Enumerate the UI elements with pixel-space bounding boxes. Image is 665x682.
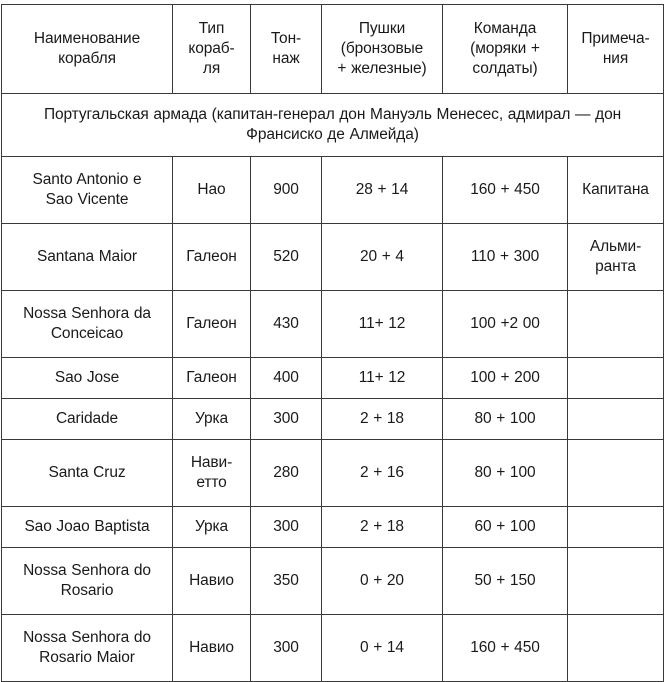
cell-ship-type: Нави- етто — [173, 440, 251, 507]
table-row — [2, 548, 664, 615]
cell-guns: 2 + 16 — [322, 440, 443, 507]
cell-guns: 0 + 20 — [322, 548, 443, 615]
cell-crew: 100 + 200 — [443, 358, 568, 399]
cell-crew: 60 + 100 — [443, 507, 568, 548]
cell-ship-type: Навио — [173, 615, 251, 682]
cell-ship-name: Caridade — [2, 399, 173, 440]
table-header — [2, 5, 664, 94]
cell-guns: 11+ 12 — [322, 358, 443, 399]
section-title-cell: Португальская армада (капитан-генерал дон Мануэль Менесес, адмирал — дон Франсиско де Алмейда) — [2, 94, 664, 157]
column-header-guns: Пушки (бронзовые + железные) — [322, 5, 443, 94]
cell-ship-name: Nossa Senhora do Rosario Maior — [2, 615, 173, 682]
table-row — [2, 157, 664, 224]
cell-tonnage: 350 — [251, 548, 322, 615]
table-row — [2, 291, 664, 358]
cell-tonnage: 280 — [251, 440, 322, 507]
table-row — [2, 399, 664, 440]
cell-crew: 160 + 450 — [443, 157, 568, 224]
cell-ship-type: Нао — [173, 157, 251, 224]
cell-guns: 20 + 4 — [322, 224, 443, 291]
table-row — [2, 224, 664, 291]
portuguese-armada-table — [1, 4, 664, 682]
cell-ship-name: Sao Joao Baptista — [2, 507, 173, 548]
cell-notes — [568, 358, 664, 399]
table-body — [2, 94, 664, 682]
cell-ship-name: Santana Maior — [2, 224, 173, 291]
cell-ship-name: Nossa Senhora do Rosario — [2, 548, 173, 615]
cell-tonnage: 520 — [251, 224, 322, 291]
cell-notes — [568, 615, 664, 682]
column-header-crew: Команда (моряки + солдаты) — [443, 5, 568, 94]
cell-notes — [568, 507, 664, 548]
cell-ship-name: Sao Jose — [2, 358, 173, 399]
cell-ship-name: Santo Antonio e Sao Vicente — [2, 157, 173, 224]
cell-crew: 80 + 100 — [443, 399, 568, 440]
cell-ship-type: Урка — [173, 507, 251, 548]
column-header-notes: Примеча- ния — [568, 5, 664, 94]
cell-notes — [568, 440, 664, 507]
cell-tonnage: 300 — [251, 615, 322, 682]
section-title-row — [2, 94, 664, 157]
cell-ship-type: Урка — [173, 399, 251, 440]
cell-tonnage: 430 — [251, 291, 322, 358]
cell-ship-type: Галеон — [173, 358, 251, 399]
cell-guns: 2 + 18 — [322, 507, 443, 548]
cell-crew: 160 + 450 — [443, 615, 568, 682]
header-row — [2, 5, 664, 94]
cell-crew: 100 +2 00 — [443, 291, 568, 358]
cell-guns: 28 + 14 — [322, 157, 443, 224]
cell-notes — [568, 548, 664, 615]
cell-guns: 2 + 18 — [322, 399, 443, 440]
cell-guns: 11+ 12 — [322, 291, 443, 358]
table-row — [2, 615, 664, 682]
cell-notes: Капитана — [568, 157, 664, 224]
cell-ship-name: Nossa Senhora da Conceicao — [2, 291, 173, 358]
cell-ship-name: Santa Cruz — [2, 440, 173, 507]
cell-crew: 80 + 100 — [443, 440, 568, 507]
cell-tonnage: 300 — [251, 507, 322, 548]
cell-guns: 0 + 14 — [322, 615, 443, 682]
cell-ship-type: Галеон — [173, 224, 251, 291]
cell-tonnage: 300 — [251, 399, 322, 440]
column-header-type: Тип кораб- ля — [173, 5, 251, 94]
cell-ship-type: Навио — [173, 548, 251, 615]
table-row — [2, 507, 664, 548]
cell-notes — [568, 291, 664, 358]
column-header-name: Наименование корабля — [2, 5, 173, 94]
cell-ship-type: Галеон — [173, 291, 251, 358]
cell-notes — [568, 399, 664, 440]
cell-notes: Альми- ранта — [568, 224, 664, 291]
table-row — [2, 440, 664, 507]
table-row — [2, 358, 664, 399]
cell-crew: 110 + 300 — [443, 224, 568, 291]
column-header-tonnage: Тон- наж — [251, 5, 322, 94]
cell-tonnage: 900 — [251, 157, 322, 224]
cell-crew: 50 + 150 — [443, 548, 568, 615]
cell-tonnage: 400 — [251, 358, 322, 399]
